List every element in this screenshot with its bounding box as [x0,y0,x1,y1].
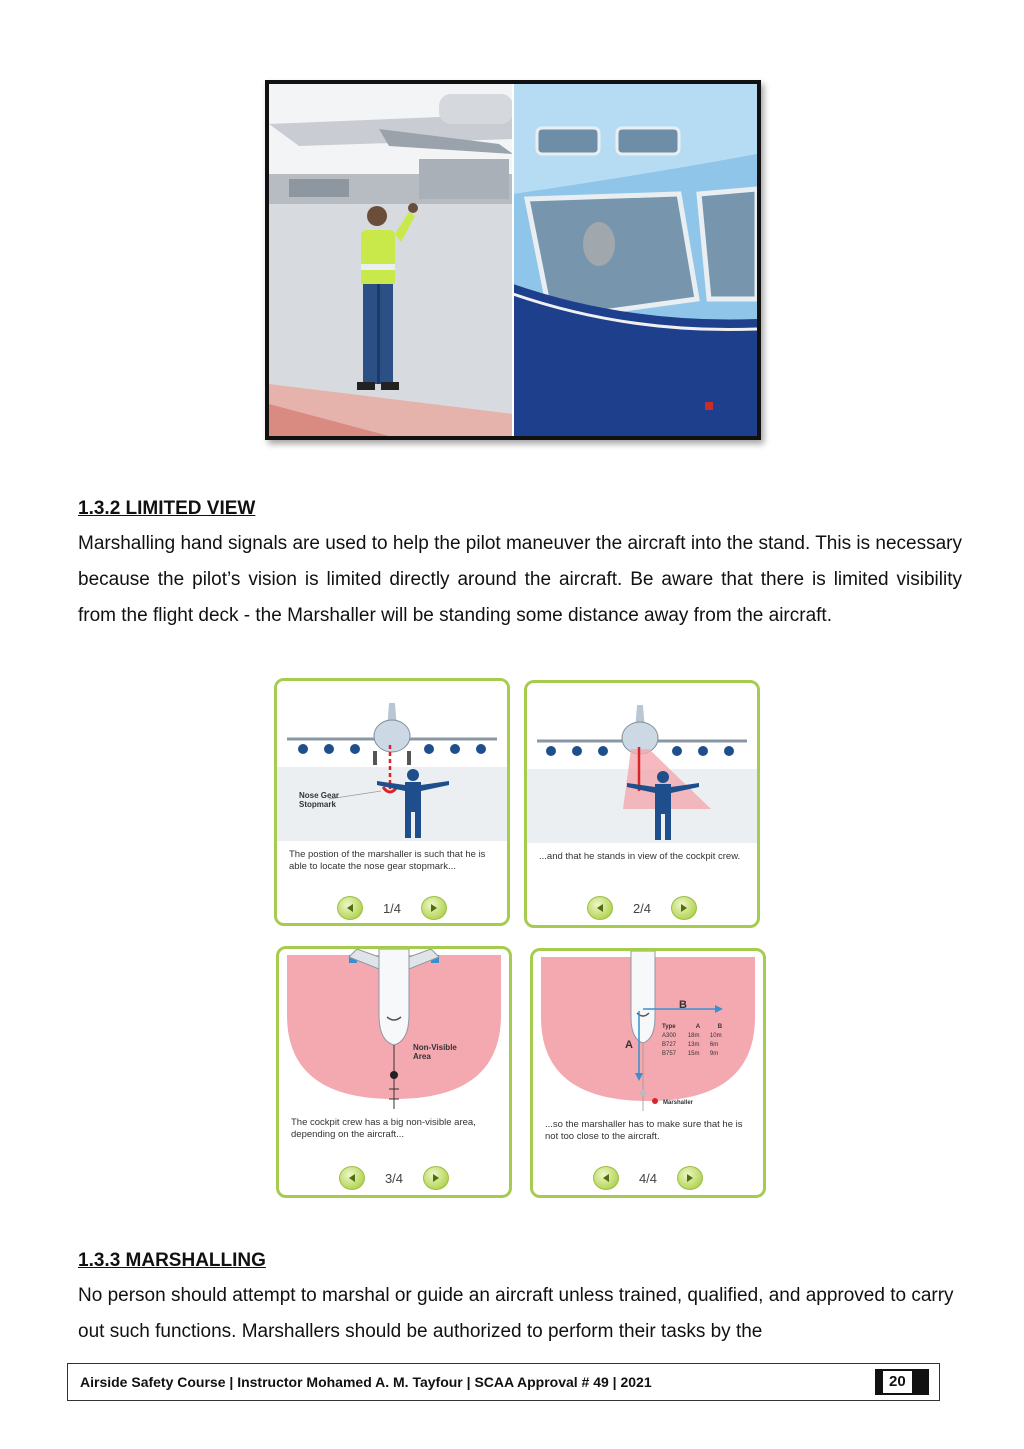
table-row [661,1032,731,1041]
arrow-right-icon [431,1173,441,1183]
slide-4-pager [533,1165,763,1191]
table-row [661,1041,731,1050]
slide-counter: 4/4 [638,1170,658,1186]
arrow-left-icon [345,903,355,913]
slide-2-pager [527,895,757,921]
slide-panel-4 [530,948,766,1198]
marshaller-label: Marshaller [663,1100,694,1106]
slide-counter: 2/4 [632,900,652,916]
slide-panel-3 [276,946,512,1198]
slide-panel-2 [524,680,760,928]
section-heading-limited-view: 1.3.2 LIMITED VIEW [78,498,256,519]
table-cell: 18m [687,1033,700,1039]
slide-1-pager [277,895,507,921]
aircraft-distance-table [661,1023,731,1059]
marshaller-and-cockpit-photo [265,80,761,440]
slide-counter: 1/4 [382,900,402,916]
arrow-right-icon [429,903,439,913]
column-header: A [695,1024,701,1030]
page-footer [67,1363,940,1401]
table-cell: B727 [662,1042,677,1048]
next-button[interactable] [421,896,447,920]
dimension-a-label: A [625,1039,633,1051]
table-cell: B757 [662,1051,677,1057]
previous-button[interactable] [593,1166,619,1190]
arrow-left-icon [347,1173,357,1183]
non-visible-area-label: Non-Visible Area [413,1043,457,1061]
table-cell: 10m [709,1033,722,1039]
next-button[interactable] [423,1166,449,1190]
slide-3-pager [279,1165,509,1191]
slide-counter: 3/4 [384,1170,404,1186]
nose-gear-stopmark-label: Nose Gear Stopmark [299,791,340,809]
slide-4-caption: ...so the marshaller has to make sure that he is not too close to the aircraft. [545,1119,743,1142]
slide-3-caption: The cockpit crew has a big non-visible area, depending on the aircraft... [291,1117,476,1140]
next-button[interactable] [677,1166,703,1190]
slide-2-caption: ...and that he stands in view of the cockpit crew. [539,851,741,862]
column-header: Type [662,1024,676,1030]
page-number-box [875,1369,929,1395]
table-cell: A300 [662,1033,677,1039]
table-header-row [661,1023,731,1032]
column-header: B [717,1024,723,1030]
table-row [661,1050,731,1059]
arrow-left-icon [595,903,605,913]
arrow-left-icon [601,1173,611,1183]
table-cell: 15m [687,1051,700,1057]
arrow-right-icon [679,903,689,913]
paragraph-limited-view: Marshalling hand signals are used to help the pilot maneuver the aircraft into the stand. This is necessary because the pilot’s vision is limited directly around the aircraft. Be aware that there is limited visibility from the flight deck - the Marshaller will be standing some distance away from the aircraft. [78,533,962,626]
table-cell: 6m [709,1042,719,1048]
dimension-b-label: B [679,999,687,1011]
previous-button[interactable] [339,1166,365,1190]
next-button[interactable] [671,896,697,920]
previous-button[interactable] [337,896,363,920]
paragraph-marshalling: No person should attempt to marshal or guide an aircraft unless trained, qualified, and approved to carry out such functions. Marshallers should be authorized to perform their tasks by the [78,1285,954,1342]
previous-button[interactable] [587,896,613,920]
table-cell: 9m [709,1051,719,1057]
table-cell: 13m [687,1042,700,1048]
section-heading-marshalling: 1.3.3 MARSHALLING [78,1250,266,1271]
slide-panel-1 [274,678,510,926]
arrow-right-icon [685,1173,695,1183]
page-number: 20 [883,1371,912,1393]
footer-text: Airside Safety Course | Instructor Mohamed A. M. Tayfour | SCAA Approval # 49 | 2021 [80,1374,652,1390]
slide-1-caption: The postion of the marshaller is such that he is able to locate the nose gear stopmark... [289,849,486,872]
